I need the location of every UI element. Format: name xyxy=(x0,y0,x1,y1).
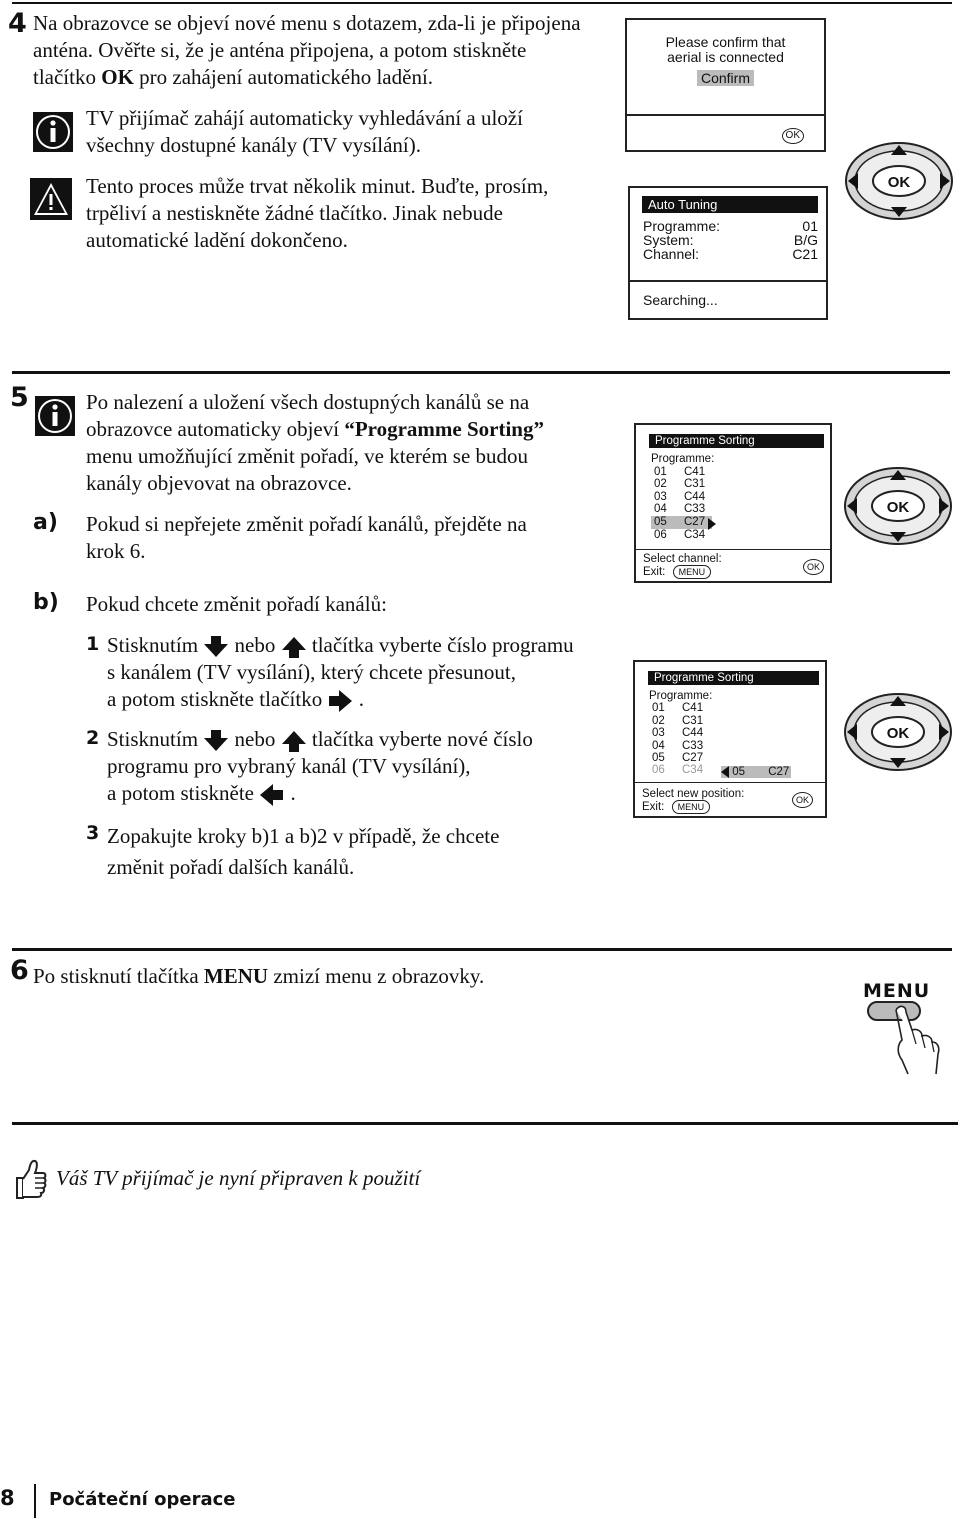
up-arrow-icon xyxy=(281,730,307,752)
section-rule xyxy=(12,371,950,374)
osd-row-highlighted: 05 C27 xyxy=(651,516,712,529)
menu-button-label: MENU xyxy=(863,980,931,1002)
list-number: 3 xyxy=(86,822,100,844)
step4-text xyxy=(33,10,613,91)
osd-row: System: B/G xyxy=(643,232,818,248)
osd-new-position: 05 C27 xyxy=(721,766,791,778)
osd-row: Channel: C21 xyxy=(643,246,818,262)
page-number: 8 xyxy=(0,1486,15,1510)
thumbs-up-icon xyxy=(13,1158,47,1200)
osd-row: 04 C33 xyxy=(652,739,704,752)
svg-text:OK: OK xyxy=(887,174,911,191)
osd-row: 02 C31 xyxy=(652,714,704,727)
substep-label: b) xyxy=(33,590,59,615)
left-arrow-icon xyxy=(721,766,729,778)
left-arrow-icon xyxy=(259,784,285,806)
osd-row: 03 C44 xyxy=(652,727,704,740)
text-line: anténa. Ověřte si, že je anténa připojena, a potom stiskněte xyxy=(33,38,527,62)
confirm-button: Confirm xyxy=(697,70,754,86)
info-icon xyxy=(33,112,73,152)
menu-button-icon: MENU xyxy=(672,800,711,814)
text-line: Na obrazovce se objeví nové menu s dotazem, zda-li je připojena xyxy=(33,11,581,35)
right-arrow-icon xyxy=(327,690,353,712)
info-icon xyxy=(35,396,75,436)
osd-confirm-screen: Please confirm that aerial is connected Confirm OK xyxy=(625,18,826,152)
osd-title: Auto Tuning xyxy=(642,196,818,213)
down-arrow-icon xyxy=(203,636,229,658)
substep-b-text: Pokud chcete změnit pořadí kanálů: xyxy=(86,592,387,616)
section-rule xyxy=(12,948,952,951)
remote-navigation-pad xyxy=(844,141,954,221)
warning-note: Tento proces může trvat několik minut. Buďte, prosím, trpěliví a nestiskněte žádné tlačítko. Jinak nebude automatické ladění dokončeno. xyxy=(86,174,549,252)
footer-divider xyxy=(34,1484,36,1518)
osd-status: Searching... xyxy=(643,292,718,308)
step-number: 5 xyxy=(10,382,29,413)
osd-row-dimmed: 06 C34 xyxy=(652,764,704,777)
step5-intro: Po nalezení a uložení všech dostupných kanálů se na obrazovce automaticky objeví “Programme Sorting” menu umožňující změnit pořadí, ve kterém se budou kanály objevovat na obrazovce. xyxy=(86,390,544,495)
osd-title: Programme Sorting xyxy=(649,434,824,448)
ok-button-icon: OK xyxy=(792,792,813,808)
instruction-1: Stisknutím nebo tlačítka vyberte číslo programu s kanálem (TV vysílání), který chcete přesunout, a potom stiskněte tlačítko . xyxy=(107,633,574,711)
finger-pressing-menu-icon xyxy=(862,1000,947,1076)
up-arrow-icon xyxy=(281,636,307,658)
substep-a-text: Pokud si nepřejete změnit pořadí kanálů, přejděte na krok 6. xyxy=(86,512,527,563)
osd-row: 01 C41 xyxy=(652,702,704,715)
remote-navigation-pad xyxy=(843,692,953,772)
svg-text:OK: OK xyxy=(886,499,910,516)
ready-message: Váš TV přijímač je nyní připraven k použití xyxy=(56,1166,421,1190)
osd-row: 04 C33 xyxy=(654,503,706,516)
list-number: 1 xyxy=(86,633,100,655)
section-rule xyxy=(12,2,952,4)
substep-label: a) xyxy=(33,510,58,535)
step6-text: Po stisknutí tlačítka MENU zmizí menu z obrazovky. xyxy=(33,964,485,988)
step-number: 4 xyxy=(8,8,27,39)
osd-auto-tuning xyxy=(628,186,828,320)
osd-title: Programme Sorting xyxy=(648,671,819,685)
menu-button-icon: MENU xyxy=(673,565,712,579)
instruction-3: Zopakujte kroky b)1 a b)2 v případě, že chcete změnit pořadí dalších kanálů. xyxy=(107,824,500,879)
ok-button-icon: OK xyxy=(782,128,804,144)
osd-row: 01 C41 xyxy=(654,465,706,478)
warning-icon xyxy=(30,178,72,220)
svg-text:OK: OK xyxy=(886,725,910,742)
ok-button-icon: OK xyxy=(803,559,824,575)
footer-section-title: Počáteční operace xyxy=(49,1489,236,1510)
text-line: tlačítko OK pro zahájení automatického ladění. xyxy=(33,65,434,89)
osd-row: 05 C27 xyxy=(652,752,704,765)
section-rule xyxy=(12,1122,958,1125)
step-number: 6 xyxy=(10,955,29,986)
right-arrow-icon xyxy=(708,518,716,530)
osd-row: 02 C31 xyxy=(654,478,706,491)
info-note: TV přijímač zahájí automaticky vyhledávání a uloží všechny dostupné kanály (TV vysílání). xyxy=(86,106,523,157)
osd-row: 03 C44 xyxy=(654,490,706,503)
list-number: 2 xyxy=(86,727,100,749)
osd-row: Programme: 01 xyxy=(643,218,818,234)
remote-navigation-pad xyxy=(843,466,953,546)
instruction-2: Stisknutím nebo tlačítka vyberte nové číslo programu pro vybraný kanál (TV vysílání), a potom stiskněte . xyxy=(107,727,533,805)
osd-programme-sorting-position: Programme Sorting Programme: 01 C41 02 C31 03 C44 04 C33 05 C27 06 C34 05 C27 Select new position: Exit: MENU OK xyxy=(633,660,827,818)
osd-row: 06 C34 xyxy=(654,528,706,541)
osd-programme-sorting-select: Programme Sorting Programme: 01 C41 02 C31 03 C44 04 C33 05 C27 06 C34 Select channel: Exit: MENU OK xyxy=(634,423,832,583)
down-arrow-icon xyxy=(203,730,229,752)
